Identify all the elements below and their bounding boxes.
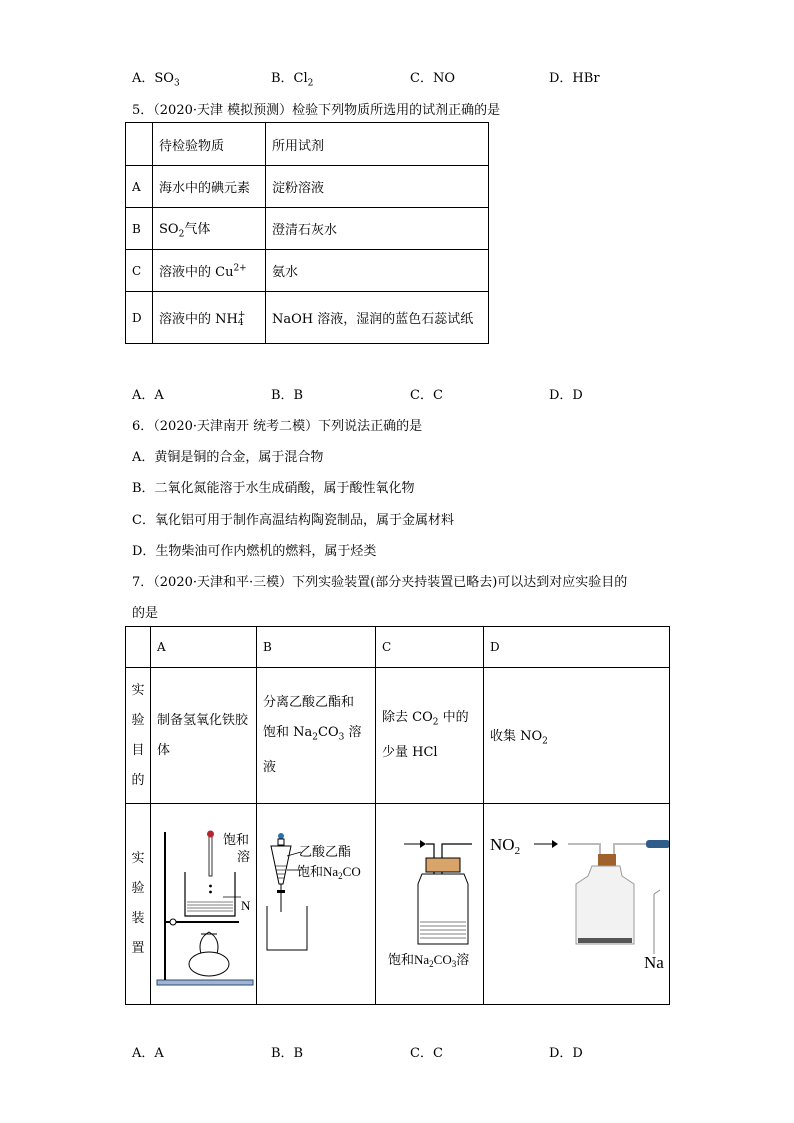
row-label-apparatus: 实验装置 [131, 851, 145, 956]
row-key: D [126, 292, 153, 344]
label-na2co3: 饱和$Na_2CO$ [297, 864, 361, 881]
label-solution: 溶 [237, 849, 251, 864]
row-key: C [126, 250, 153, 292]
q7-stem-line1: 7．（2020·天津和平·三模）下列实验装置(部分夹持装置已略去)可以达到对应实验目的 [132, 575, 628, 590]
table-row [126, 292, 489, 344]
q5-stem: 5．（2020·天津 模拟预测）检验下列物质所选用的试剂正确的是 [132, 103, 501, 118]
q7-table [125, 626, 670, 1005]
table-row [126, 250, 489, 292]
q7-option-a[interactable]: A．A [132, 1046, 164, 1061]
q5-option-c[interactable]: C．C [410, 388, 443, 403]
separatory-funnel-figure [257, 804, 376, 1000]
gas-washing-bottle-figure [376, 804, 484, 1000]
row-substance: 溶液中的 $Cu^{2+}$ [153, 250, 266, 292]
q4-options [132, 67, 732, 87]
table-row [126, 166, 489, 208]
purpose-a: 制备氢氧化铁胶体 [151, 668, 257, 804]
row-substance: 溶液中的 NH + 4 [153, 292, 266, 344]
label-ethyl-acetate: 乙酸乙酯 [299, 844, 352, 859]
col-header-d: D [484, 627, 670, 668]
q4-option-b[interactable]: B．$Cl_2$ [271, 71, 314, 89]
q5-options [132, 384, 732, 404]
label-na2co3-solution: 饱和$Na_2CO_3$溶 [388, 952, 470, 969]
row-substance: $SO_2$气体 [153, 208, 266, 250]
purpose-c: 除去 $CO_2$ 中的 少量 HCl [376, 668, 484, 804]
apparatus-d [484, 804, 670, 1005]
apparatus-a [151, 804, 257, 1005]
row-key: A [126, 166, 153, 208]
purpose-b: 分离乙酸乙酯和 饱和 $Na_2CO_3$ 溶 液 [257, 668, 376, 804]
row-substance: 海水中的碘元素 [153, 166, 266, 208]
q6-option-d[interactable]: D．生物柴油可作内燃机的燃料，属于烃类 [132, 544, 377, 559]
q7-stem-line2: 的是 [132, 606, 159, 621]
label-no2: $NO_2$ [490, 835, 521, 857]
row-reagent: 淀粉溶液 [266, 166, 489, 208]
q4-option-a[interactable]: A．$SO_3$ [132, 71, 180, 89]
row-label-purpose: 实验目的 [131, 682, 145, 788]
row-key: B [126, 208, 153, 250]
q6-option-c[interactable]: C．氧化铝可用于制作高温结构陶瓷制品，属于金属材料 [132, 513, 454, 528]
q5-option-a[interactable]: A．A [132, 388, 164, 403]
q5-option-b[interactable]: B．B [271, 388, 304, 403]
q6-option-a[interactable]: A．黄铜是铜的合金，属于混合物 [132, 450, 324, 465]
table-row [126, 668, 670, 804]
q6-stem: 6．（2020·天津南开 统考二模）下列说法正确的是 [132, 419, 423, 434]
apparatus-c [376, 804, 484, 1005]
q7-option-c[interactable]: C．C [410, 1046, 443, 1061]
q5-table [125, 122, 489, 344]
q7-options [132, 1042, 732, 1062]
col-header-b: B [257, 627, 376, 668]
col-header-c: C [376, 627, 484, 668]
row-reagent: 澄清石灰水 [266, 208, 489, 250]
label-saturated: 饱和 [223, 832, 250, 847]
q4-option-c[interactable]: C．NO [410, 71, 455, 86]
label-n: N [241, 898, 251, 913]
table-row [126, 804, 670, 1005]
q7-option-b[interactable]: B．B [271, 1046, 304, 1061]
label-na: Na [644, 953, 664, 972]
purpose-d: 收集 $NO_2$ [484, 668, 670, 804]
q6-option-b[interactable]: B．二氧化氮能溶于水生成硝酸，属于酸性氧化物 [132, 481, 415, 496]
q4-option-d[interactable]: D．HBr [549, 71, 600, 86]
table-row [126, 208, 489, 250]
q5-option-d[interactable]: D．D [549, 388, 583, 403]
header-reagent: 所用试剂 [266, 123, 489, 166]
header-substance: 待检验物质 [153, 123, 266, 166]
apparatus-b [257, 804, 376, 1005]
table-row [126, 123, 489, 166]
gas-collection-figure [484, 804, 670, 1000]
q7-option-d[interactable]: D．D [549, 1046, 583, 1061]
table-row [126, 627, 670, 668]
colloid-setup-figure [151, 804, 257, 1000]
row-reagent: 氨水 [266, 250, 489, 292]
row-reagent: NaOH 溶液，湿润的蓝色石蕊试纸 [266, 292, 489, 344]
col-header-a: A [151, 627, 257, 668]
